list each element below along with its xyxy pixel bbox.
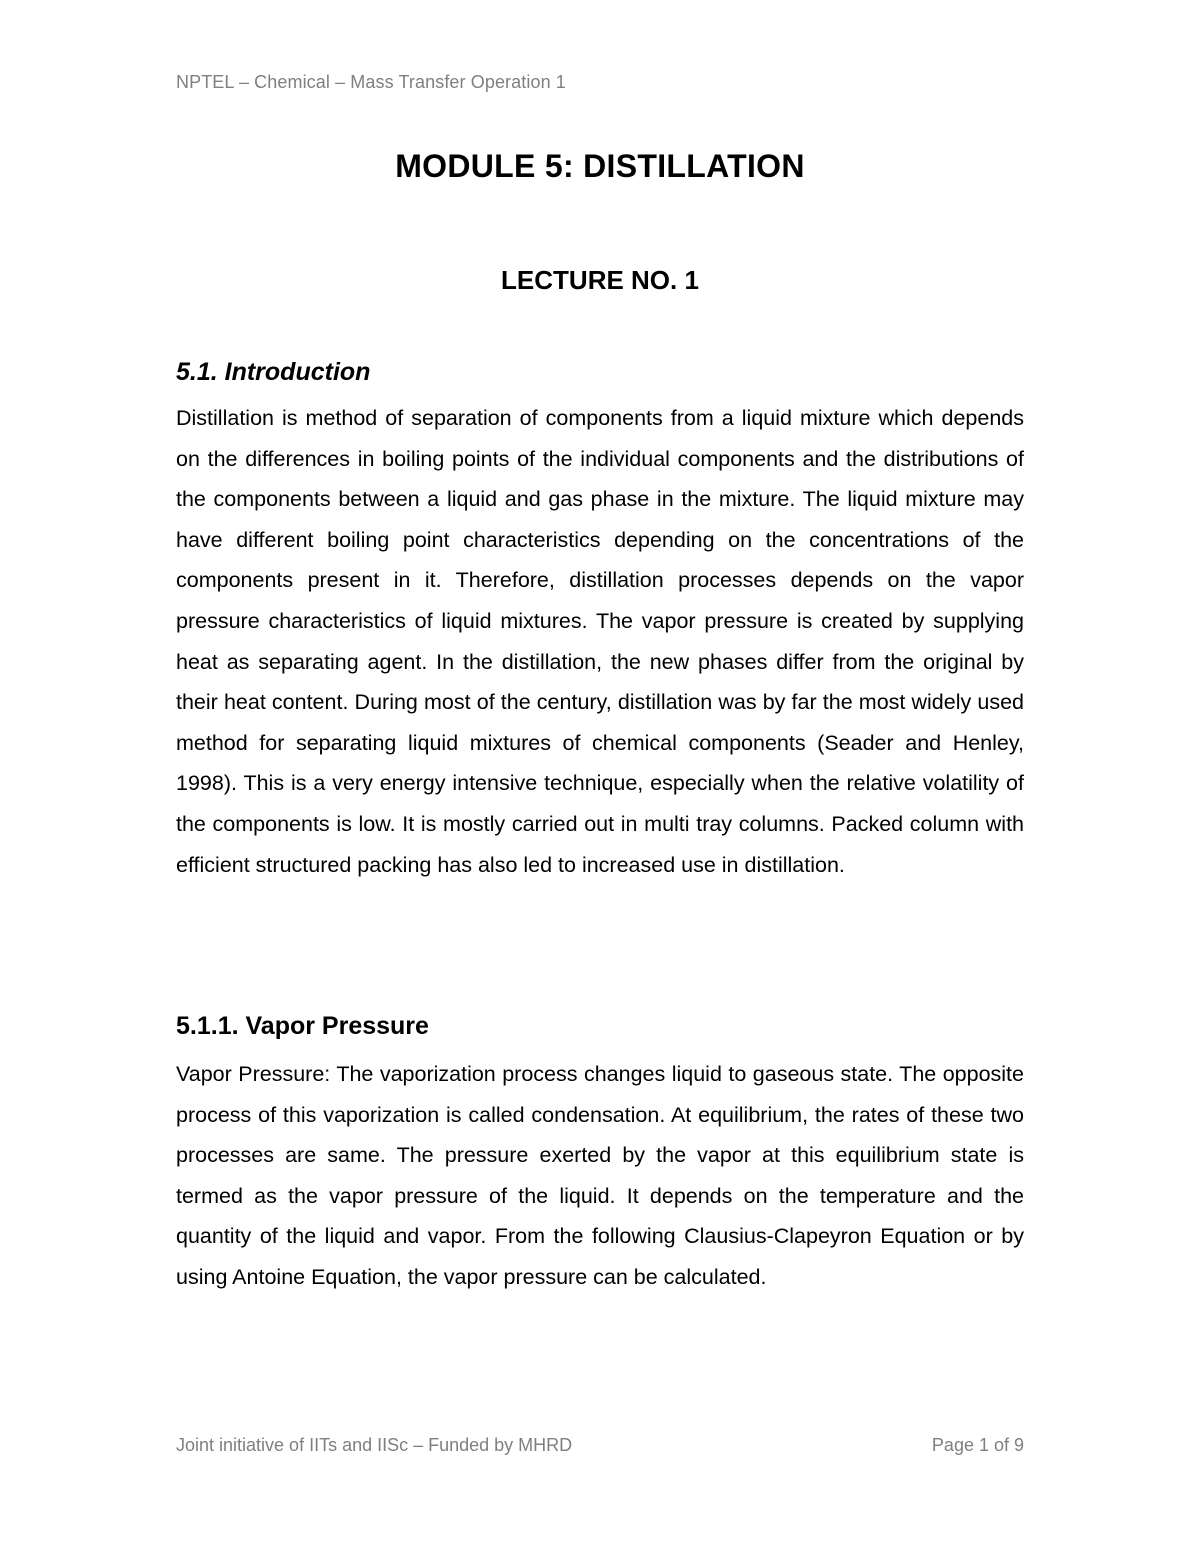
module-title: MODULE 5: DISTILLATION — [395, 148, 805, 184]
page-footer — [176, 1435, 1024, 1456]
page-number: Page 1 of 9 — [931, 1435, 1024, 1455]
lecture-title: LECTURE NO. 1 — [501, 265, 699, 295]
footer-credit: Joint initiative of IITs and IISc – Funded by MHRD — [176, 1435, 573, 1455]
vapor-pressure-paragraph: Vapor Pressure: The vaporization process changes liquid to gaseous state. The opposite process of this vaporization is called condensation. At equilibrium, the rates of these two processes are same. The pressure exerted by the vapor at this equilibrium state is termed as the vapor pressure of the liquid. It depends on the temperature and the quantity of the liquid and vapor. From the following Clausius-Clapeyron Equation or by using Antoine Equation, the vapor pressure can be calculated. — [176, 1062, 1024, 1289]
introduction-paragraph: Distillation is method of separation of components from a liquid mixture which depends on the differences in boiling points of the individual components and the distributions of the components between a liquid and gas phase in the mixture. The liquid mixture may have different boiling point characteristics depending on the concentrations of the components present in it. Therefore, distillation processes depends on the vapor pressure characteristics of liquid mixtures. The vapor pressure is created by supplying heat as separating agent. In the distillation, the new phases differ from the original by their heat content. During most of the century, distillation was by far the most widely used method for separating liquid mixtures of chemical components (Seader and Henley, 1998). This is a very energy intensive technique, especially when the relative volatility of the components is low. It is mostly carried out in multi tray columns. Packed column with efficient structured packing has also led to increased use in distillation. — [176, 406, 1024, 877]
introduction-heading: 5.1. Introduction — [176, 358, 371, 386]
vapor-pressure-heading: 5.1.1. Vapor Pressure — [176, 1012, 429, 1040]
page-header: NPTEL – Chemical – Mass Transfer Operation 1 — [176, 72, 566, 92]
